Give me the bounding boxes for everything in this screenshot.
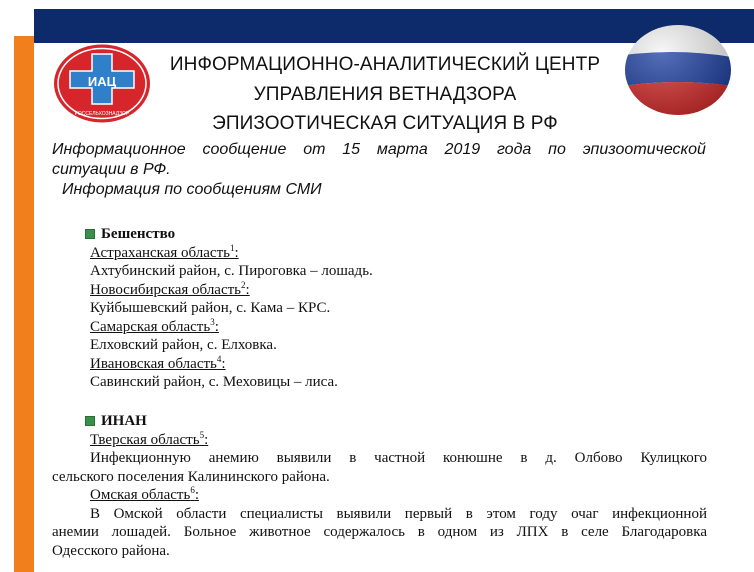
intro-word: по [548, 141, 566, 158]
footnote-ref: 2 [241, 279, 246, 290]
left-accent-bar [14, 36, 34, 572]
header-title-line-3: ЭПИЗООТИЧЕСКАЯ СИТУАЦИЯ В РФ [212, 113, 558, 134]
logo-text: ИАЦ [87, 74, 117, 89]
region-heading: Астраханская область$^1$: [90, 242, 239, 261]
intro-word: Информационное [52, 141, 186, 158]
intro-word: от [303, 141, 326, 158]
section-title-text: ИНАН [101, 413, 147, 429]
entry-text: Ахтубинский район, с. Пироговка – лошадь. [90, 263, 373, 279]
region-heading: Самарская область$^3$: [90, 316, 219, 335]
intro-word: марта [376, 141, 428, 158]
region-heading: Новосибирская область$^2$: [90, 279, 250, 298]
logo-caption: РОССЕЛЬХОЗНАДЗОР [74, 111, 130, 117]
entry-text-line: Инфекционную анемию выявили в частной конюшне в д. Олбово Кулицкого [90, 450, 707, 466]
section-title [90, 225, 707, 244]
entry-text-line: сельского поселения Калининского района. [52, 468, 330, 485]
header-title-line-1: ИНФОРМАЦИОННО-АНАЛИТИЧЕСКИЙ ЦЕНТР [169, 54, 601, 75]
footnote-ref: 5 [199, 429, 205, 440]
entry-text: Елховский район, с. Елховка. [90, 337, 277, 353]
entry-text-line: Одесского района. [52, 542, 170, 559]
region-heading: Омская область$^6$: [90, 485, 199, 503]
region-heading: Ивановская область$^4$: [90, 353, 226, 372]
section-title [90, 412, 707, 431]
intro-block [52, 140, 706, 200]
entry-text: Куйбышевский район, с. Кама – КРС. [90, 300, 331, 316]
intro-word: 2019 [444, 141, 481, 158]
intro-word: года [496, 141, 532, 158]
intro-word: эпизоотической [582, 141, 706, 158]
footnote-ref: 4 [216, 353, 222, 364]
intro-word: 15 [342, 141, 361, 158]
green-square-bullet-icon [85, 416, 95, 426]
entry-text-line: В Омской области специалисты выявили первый в этом году очаг инфекционной [90, 505, 707, 522]
intro-line-2: ситуации в РФ. [52, 161, 171, 178]
footnote-ref: 3 [210, 316, 215, 327]
section-rabies [90, 225, 707, 392]
russian-flag-icon [624, 24, 732, 116]
section-eia [52, 412, 707, 560]
footnote-ref: 1 [229, 242, 235, 253]
green-square-bullet-icon [85, 229, 95, 239]
intro-subtitle: Информация по сообщениям СМИ [62, 181, 322, 198]
iac-logo [52, 42, 152, 125]
entry-text-line: анемии лошадей. Больное животное содержалось в одном из ЛПХ в селе Благодаровка [52, 524, 707, 540]
entry-text: Савинский район, с. Меховицы – лиса. [90, 374, 338, 390]
intro-line-1 [52, 140, 706, 160]
footnote-ref: 6 [190, 485, 195, 495]
intro-word: сообщение [202, 141, 287, 158]
header-title-line-2: УПРАВЛЕНИЯ ВЕТНАДЗОРА [253, 84, 517, 105]
section-title-text: Бешенство [101, 226, 176, 242]
region-heading: Тверская область$^5$: [90, 429, 209, 448]
